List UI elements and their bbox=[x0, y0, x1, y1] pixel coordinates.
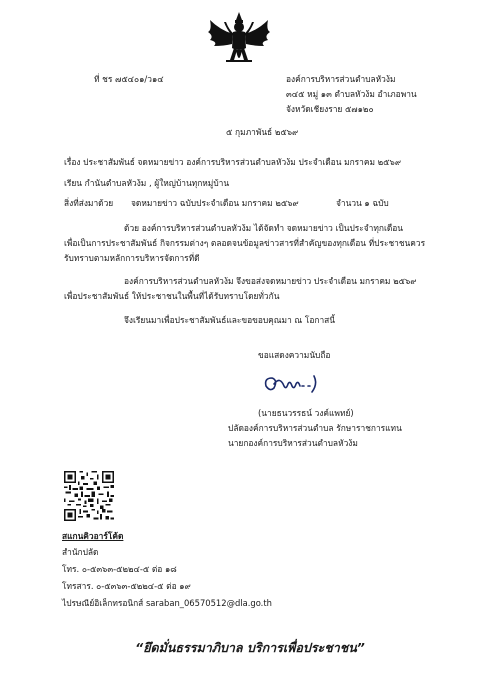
body-paragraph-1-line-1: ด้วย องค์การบริหารส่วนตำบลหัวง้ม ได้จัดทำ จดหมายข่าว เป็นประจำทุกเดือน bbox=[124, 223, 404, 233]
signer-name: (นายธนวรรธน์ วงค์แพทย์) bbox=[258, 408, 354, 418]
garuda-emblem bbox=[206, 10, 272, 68]
org-address: ๓๔๕ หมู่ ๑๓ ตำบลหัวง้ม อำเภอพาน bbox=[286, 89, 417, 99]
body-paragraph-2-line-1: องค์การบริหารส่วนตำบลหัวง้ม จึงขอส่งจดหมายข่าว ประจำเดือน มกราคม ๒๕๖๙ bbox=[124, 276, 417, 286]
document-number: ที่ ชร ๗๕๔๐๑/ว๑๔ bbox=[94, 74, 164, 84]
org-name: องค์การบริหารส่วนตำบลหัวง้ม bbox=[286, 74, 396, 84]
body-paragraph-2-line-2: เพื่อประชาสัมพันธ์ ให้ประชาชนในพื้นที่ได้รับทราบโดยทั่วกัน bbox=[64, 291, 280, 301]
body-paragraph-3: จึงเรียนมาเพื่อประชาสัมพันธ์และขอขอบคุณมา ณ โอกาสนี้ bbox=[124, 315, 335, 325]
contact-phone: โทร. ๐-๕๓๖๓-๕๒๒๔-๕ ต่อ ๑๘ bbox=[62, 564, 177, 574]
qr-caption: สแกนคิวอาร์โค้ด bbox=[62, 531, 124, 541]
contact-office: สำนักปลัด bbox=[62, 547, 99, 557]
handwritten-signature bbox=[262, 372, 328, 394]
attachment-label: สิ่งที่ส่งมาด้วย bbox=[64, 198, 114, 208]
motto: “ยึดมั่นธรรมาภิบาล บริการเพื่อประชาชน” bbox=[135, 640, 365, 655]
closing-line: ขอแสดงความนับถือ bbox=[258, 350, 331, 360]
recipient-line: เรียน กำนันตำบลหัวง้ม , ผู้ใหญ่บ้านทุกหมู่บ้าน bbox=[64, 178, 230, 188]
org-province: จังหวัดเชียงราย ๕๗๑๒๐ bbox=[286, 104, 374, 114]
body-paragraph-1-line-3: รับทราบตามหลักการบริหารจัดการที่ดี bbox=[64, 253, 200, 263]
document-date: ๕ กุมภาพันธ์ ๒๕๖๙ bbox=[226, 127, 299, 137]
qr-code[interactable] bbox=[64, 467, 114, 525]
attachment-quantity: จำนวน ๑ ฉบับ bbox=[336, 198, 389, 208]
contact-fax: โทรสาร. ๐-๕๓๖๓-๕๒๒๔-๕ ต่อ ๑๙ bbox=[62, 581, 191, 591]
signer-title-1: ปลัดองค์การบริหารส่วนตำบล รักษาราชการแทน bbox=[228, 423, 402, 433]
attachment-item: จดหมายข่าว ฉบับประจำเดือน มกราคม ๒๕๖๙ bbox=[131, 198, 299, 208]
subject-line: เรื่อง ประชาสัมพันธ์ จดหมายข่าว องค์การบริหารส่วนตำบลหัวง้ม ประจำเดือน มกราคม ๒๕๖๙ bbox=[64, 157, 401, 167]
contact-email[interactable]: ไปรษณีย์อิเล็กทรอนิกส์ saraban_06570512@dla.go.th bbox=[62, 598, 272, 608]
signer-title-2: นายกองค์การบริหารส่วนตำบลหัวง้ม bbox=[228, 438, 358, 448]
body-paragraph-1-line-2: เพื่อเป็นการประชาสัมพันธ์ กิจกรรมต่างๆ ตลอดจนข้อมูลข่าวสารที่สำคัญของทุกเดือน ที่ประชาชนควร bbox=[64, 238, 426, 248]
